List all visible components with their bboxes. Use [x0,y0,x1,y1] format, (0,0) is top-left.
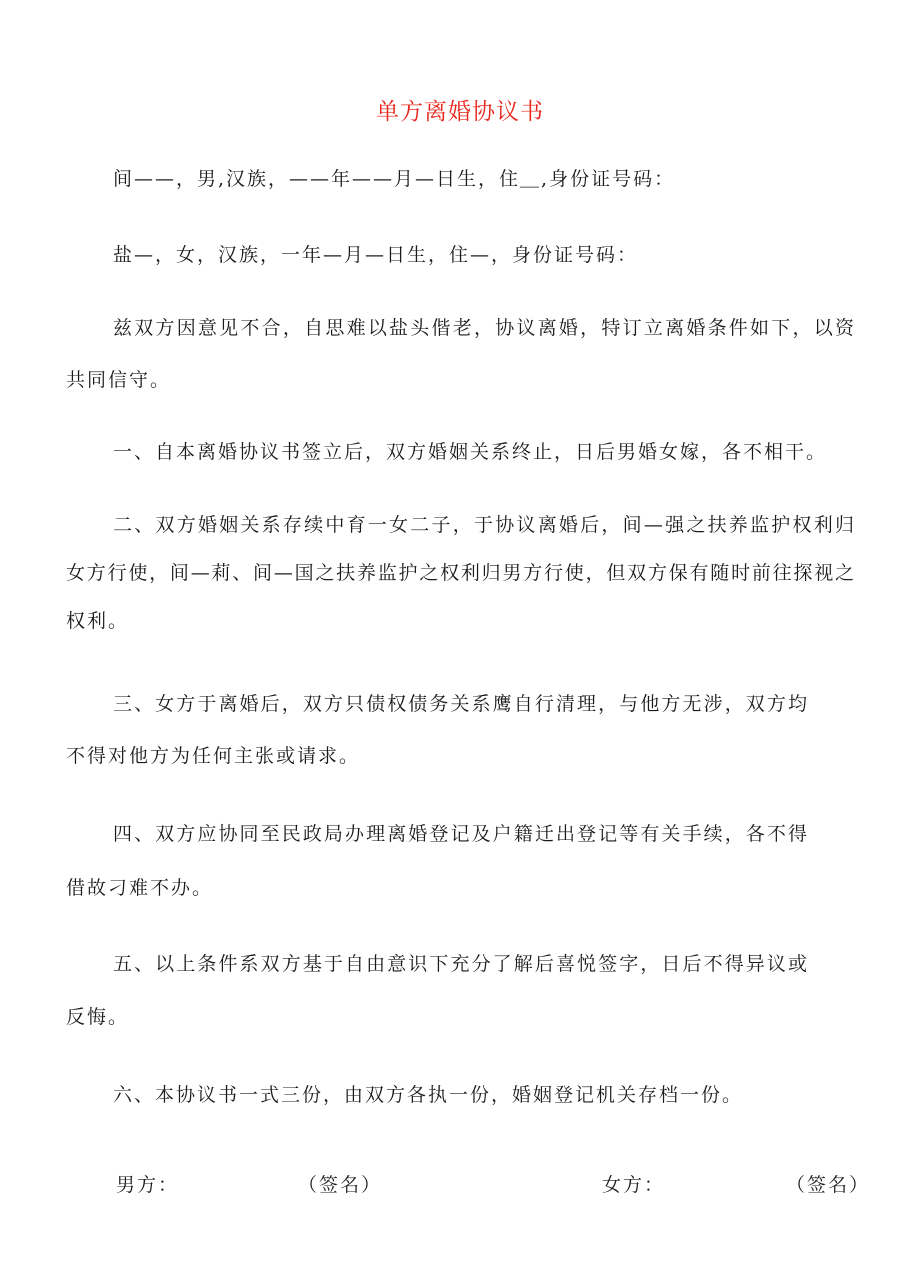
clause-5-line-1: 五、以上条件系双方基于自由意识下充分了解后喜悦签字，日后不得异议或 [113,953,808,975]
party-male-line: 间——，男,汉族，——年——月—日生，住＿,身份证号码： [113,168,676,190]
female-signature-placeholder: （签名） [786,1174,871,1196]
clause-3-line-2: 不得对他方为任何主张或请求。 [66,745,361,767]
clause-4-line-2: 借故刁难不办。 [66,877,214,899]
clause-2-line-3: 权利。 [66,610,130,632]
female-signature-label: 女方： [602,1174,666,1196]
clause-6-line-1: 六、本协议书一式三份，由双方各执一份，婚姻登记机关存档一份。 [113,1084,744,1106]
clause-1-line-1: 一、自本离婚协议书签立后，双方婚姻关系终止，日后男婚女嫁，各不相干。 [113,441,828,463]
document-title: 单方离婚协议书 [376,99,544,125]
clause-5-line-2: 反悔。 [66,1006,130,1028]
preamble-line-1: 兹双方因意见不合，自思难以盐头偕老，协议离婚，特订立离婚条件如下，以资 [113,317,855,339]
clause-4-line-1: 四、双方应协同至民政局办理离婚登记及户籍迁出登记等有关手续，各不得 [113,823,808,845]
male-signature-label: 男方： [116,1174,180,1196]
party-female-line: 盐—，女，汉族，一年—月—日生，住—，身份证号码： [113,244,639,266]
clause-3-line-1: 三、女方于离婚后，双方只债权债务关系鹰自行清理，与他方无涉，双方均 [113,693,808,715]
male-signature-placeholder: （签名） [298,1174,383,1196]
clause-2-line-1: 二、双方婚姻关系存续中育一女二子，于协议离婚后，间—强之扶养监护权利归 [113,514,855,536]
clause-2-line-2: 女方行使，间—莉、间—国之扶养监护之权利归男方行使，但双方保有随时前往探视之 [66,562,855,584]
preamble-line-2: 共同信守。 [66,369,172,391]
